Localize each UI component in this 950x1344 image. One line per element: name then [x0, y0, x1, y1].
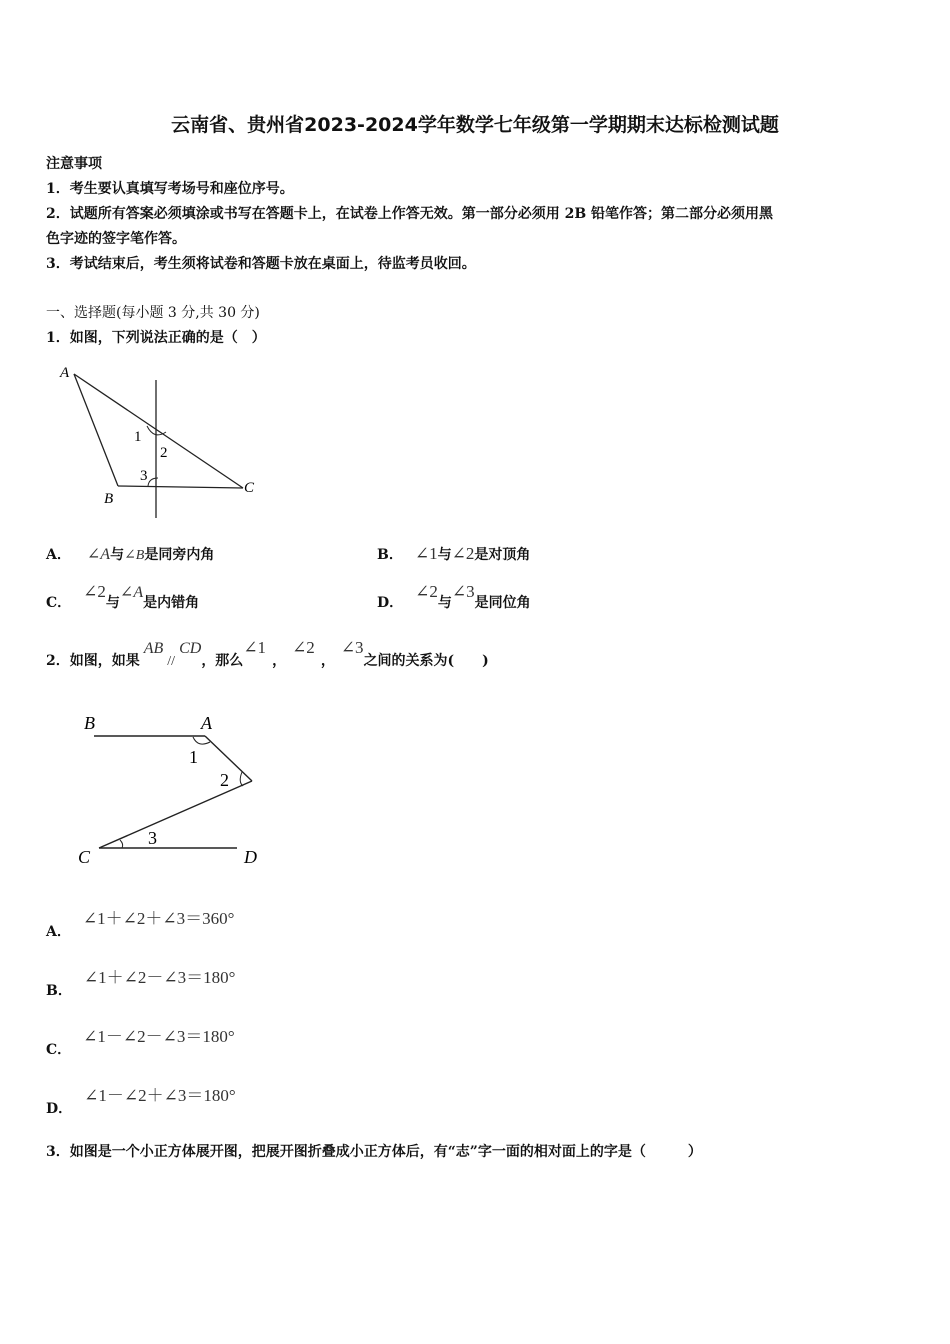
q2-ab: AB: [143, 640, 164, 657]
option-math: ∠2: [415, 582, 438, 601]
page-title: 云南省、贵州省2023-2024学年数学七年级第一学期期末达标检测试题: [171, 114, 779, 136]
option-math: ∠1＋∠2－∠3＝180°: [83, 968, 236, 987]
option-math: ∠3: [451, 582, 475, 601]
q1-label-3: 3: [140, 468, 148, 484]
q2-angle-3: ∠3: [340, 638, 364, 657]
q2-stem-tail: 之间的关系为( ): [363, 653, 489, 669]
q1-option-c[interactable]: [46, 582, 200, 611]
option-label: A．: [46, 924, 71, 940]
q2-label-3: 3: [148, 828, 157, 848]
q2-option-d[interactable]: [46, 1081, 236, 1117]
q2-label-b: B: [84, 713, 95, 733]
q1-label-b: B: [104, 491, 114, 507]
option-math: ∠B: [124, 548, 145, 563]
section-heading: 一、选择题(每小题 3 分,共 30 分): [46, 305, 260, 321]
q1-option-b[interactable]: [377, 544, 530, 564]
q2-label-2: 2: [220, 770, 229, 790]
q2-option-c[interactable]: [46, 1022, 235, 1058]
q2-angle-1: ∠1: [243, 638, 267, 657]
q1-option-d[interactable]: [377, 582, 531, 611]
q1-label-a: A: [60, 365, 70, 381]
option-label: C．: [46, 1042, 72, 1058]
q2-stem-prefix: 2．如图，如果: [46, 653, 140, 669]
option-text: 与: [105, 595, 120, 611]
q2-parallel-figure: [72, 706, 272, 871]
q2-stem-mid: ，那么: [201, 653, 244, 669]
q3-stem: 3．如图是一个小正方体展开图，把展开图折叠成小正方体后，有“志”字一面的相对面上的字是（ ）: [46, 1144, 702, 1160]
option-math: ∠1＋∠2＋∠3＝360°: [82, 909, 235, 928]
q1-label-2: 2: [160, 445, 168, 461]
q2-angle-2: ∠2: [292, 638, 315, 657]
option-text: 与: [110, 547, 125, 563]
option-text: 与: [437, 595, 452, 611]
notice-item: 2．试题所有答案必须填涂或书写在答题卡上，在试卷上作答无效。第一部分必须用 2B 铅笔作答；第二部分必须用黑: [46, 206, 774, 222]
option-math: ∠A: [86, 546, 111, 563]
option-math: ∠2: [83, 582, 106, 601]
q2-cd: CD: [179, 640, 202, 657]
q1-option-a[interactable]: [46, 544, 214, 564]
option-math: ∠1: [414, 544, 438, 563]
q2-label-d: D: [244, 847, 257, 867]
q1-label-c: C: [244, 480, 255, 496]
q2-option-b[interactable]: [46, 963, 236, 999]
option-label: B．: [46, 983, 72, 999]
option-label: B．: [377, 547, 403, 563]
notice-item: 色字迹的签字笔作答。: [46, 231, 186, 247]
option-label: C．: [46, 595, 72, 611]
q2-parallel: //: [167, 654, 176, 669]
notice-item: 1．考生要认真填写考场号和座位序号。: [46, 181, 294, 197]
option-text: 与: [437, 547, 452, 563]
option-math: ∠1－∠2＋∠3＝180°: [84, 1086, 236, 1105]
option-text: 是同旁内角: [144, 547, 215, 563]
q2-label-a: A: [201, 713, 212, 733]
option-math: ∠A: [119, 584, 144, 601]
q2-comma: ，: [272, 653, 287, 669]
option-label: A．: [46, 547, 71, 563]
q1-triangle-figure: [48, 358, 268, 523]
option-text: 是对顶角: [474, 547, 531, 563]
q2-label-1: 1: [189, 747, 198, 767]
option-label: D．: [377, 595, 404, 611]
option-text: 是内错角: [143, 595, 200, 611]
notice-item: 3．考试结束后，考生须将试卷和答题卡放在桌面上，待监考员收回。: [46, 256, 476, 272]
option-math: ∠2: [451, 544, 475, 563]
q2-stem: [46, 638, 489, 669]
notice-heading: 注意事项: [46, 156, 102, 172]
q1-stem: 1．如图，下列说法正确的是（ ）: [46, 330, 266, 346]
q2-comma: ，: [320, 653, 335, 669]
q1-label-1: 1: [134, 429, 142, 445]
q2-label-c: C: [78, 847, 91, 867]
option-text: 是同位角: [474, 595, 531, 611]
option-math: ∠1－∠2－∠3＝180°: [83, 1027, 235, 1046]
option-label: D．: [46, 1101, 73, 1117]
q2-option-a[interactable]: [46, 904, 235, 940]
